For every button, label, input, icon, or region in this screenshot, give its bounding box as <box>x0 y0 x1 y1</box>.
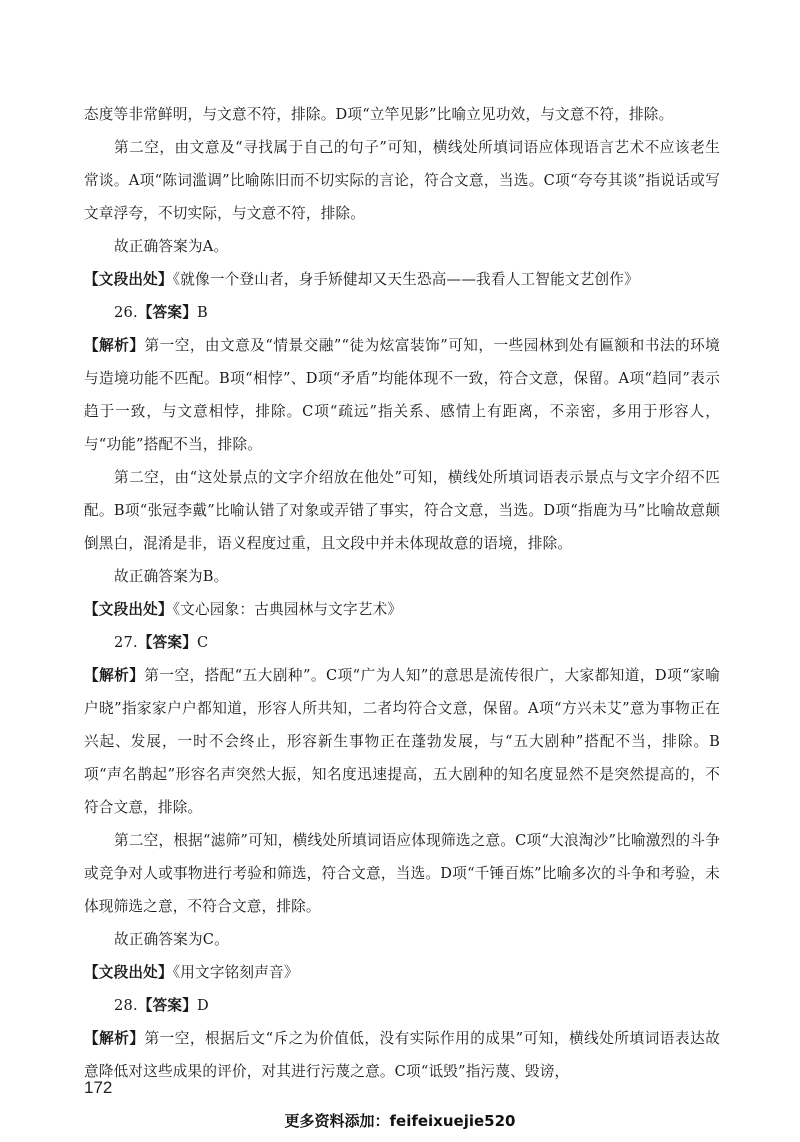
page-number: 172 <box>84 1078 113 1097</box>
question-26-answer: 26.【答案】B <box>114 304 208 321</box>
analysis-tag: 【解析】 <box>84 337 145 354</box>
analysis-tag: 【解析】 <box>84 667 145 684</box>
question-26-second-blank: 第二空，由“这处景点的文字介绍放在他处”可知，横线处所填词语表示景点与文字介绍不匹配。B项“张冠李戴”比喻认错了对象或弄错了事实，符合文意，当选。D项“指鹿为马”比喻故意颠倒黑白，混淆是非，语义程度过重，且文段中并未体现故意的语境，排除。 <box>84 469 720 552</box>
source-tag: 【文段出处】 <box>84 964 173 981</box>
footer-watermark: 更多资料添加：feifeixuejie520 <box>284 1112 516 1130</box>
question-26-source: 【文段出处】《文心园象：古典园林与文字艺术》 <box>84 601 403 618</box>
question-27-final-answer: 故正确答案为C。 <box>114 931 229 948</box>
answer-tag: 【答案】 <box>137 304 197 321</box>
question-27-answer: 27.【答案】C <box>114 634 209 651</box>
source-tag: 【文段出处】 <box>84 271 173 288</box>
analysis-tag: 【解析】 <box>84 1030 145 1047</box>
answer-tag: 【答案】 <box>137 997 197 1014</box>
question-27-second-blank: 第二空，根据“滤筛”可知，横线处所填词语应体现筛选之意。C项“大浪淘沙”比喻激烈的斗争或竞争对人或事物进行考验和筛选，符合文意，当选。D项“千锤百炼”比喻多次的斗争和考验，未体现筛选之意，不符合文意，排除。 <box>84 832 720 915</box>
paragraph-25-source: 【文段出处】《就像一个登山者，身手矫健却又天生恐高——我看人工智能文艺创作》 <box>84 271 639 288</box>
answer-tag: 【答案】 <box>137 634 197 651</box>
question-28-analysis: 【解析】第一空，根据后文“斥之为价值低，没有实际作用的成果”可知，横线处所填词语表达故意降低对这些成果的评价，对其进行污蔑之意。C项“诋毁”指污蔑、毁谤， <box>84 1030 720 1080</box>
paragraph-25-answer: 故正确答案为A。 <box>114 238 229 255</box>
question-26-analysis: 【解析】第一空，由文意及“情景交融”“徒为炫富装饰”可知，一些园林到处有匾额和书法的环境与造境功能不匹配。B项“相悖”、D项“矛盾”均能体现不一致，符合文意，保留。A项“趋同”表示趋于一致，与文意相悖，排除。C项“疏远”指关系、感情上有距离，不亲密，多用于形容人，与“功能”搭配不当，排除。 <box>84 337 720 453</box>
document-body <box>84 98 720 1088</box>
question-28-answer: 28.【答案】D <box>114 997 209 1014</box>
question-26-final-answer: 故正确答案为B。 <box>114 568 229 585</box>
source-tag: 【文段出处】 <box>84 601 173 618</box>
question-27-source: 【文段出处】《用文字铭刻声音》 <box>84 964 299 981</box>
paragraph-25-second-blank: 第二空，由文意及“寻找属于自己的句子”可知，横线处所填词语应体现语言艺术不应该老生常谈。A项“陈词滥调”比喻陈旧而不切实际的言论，符合文意，当选。C项“夸夸其谈”指说话或写文章浮夸，不切实际，与文意不符，排除。 <box>84 139 720 222</box>
question-27-analysis: 【解析】第一空，搭配“五大剧种”。C项“广为人知”的意思是流传很广，大家都知道，D项“家喻户晓”指家家户户都知道，形容人所共知，二者均符合文意，保留。A项“方兴未艾”意为事物正在兴起、发展，一时不会终止，形容新生事物正在蓬勃发展，与“五大剧种”搭配不当，排除。B项“声名鹊起”形容名声突然大振，知名度迅速提高，五大剧种的知名度显然不是突然提高的，不符合文意，排除。 <box>84 667 720 816</box>
paragraph-25-first-blank-end: 态度等非常鲜明，与文意不符，排除。D项“立竿见影”比喻立见功效，与文意不符，排除。 <box>84 106 674 123</box>
